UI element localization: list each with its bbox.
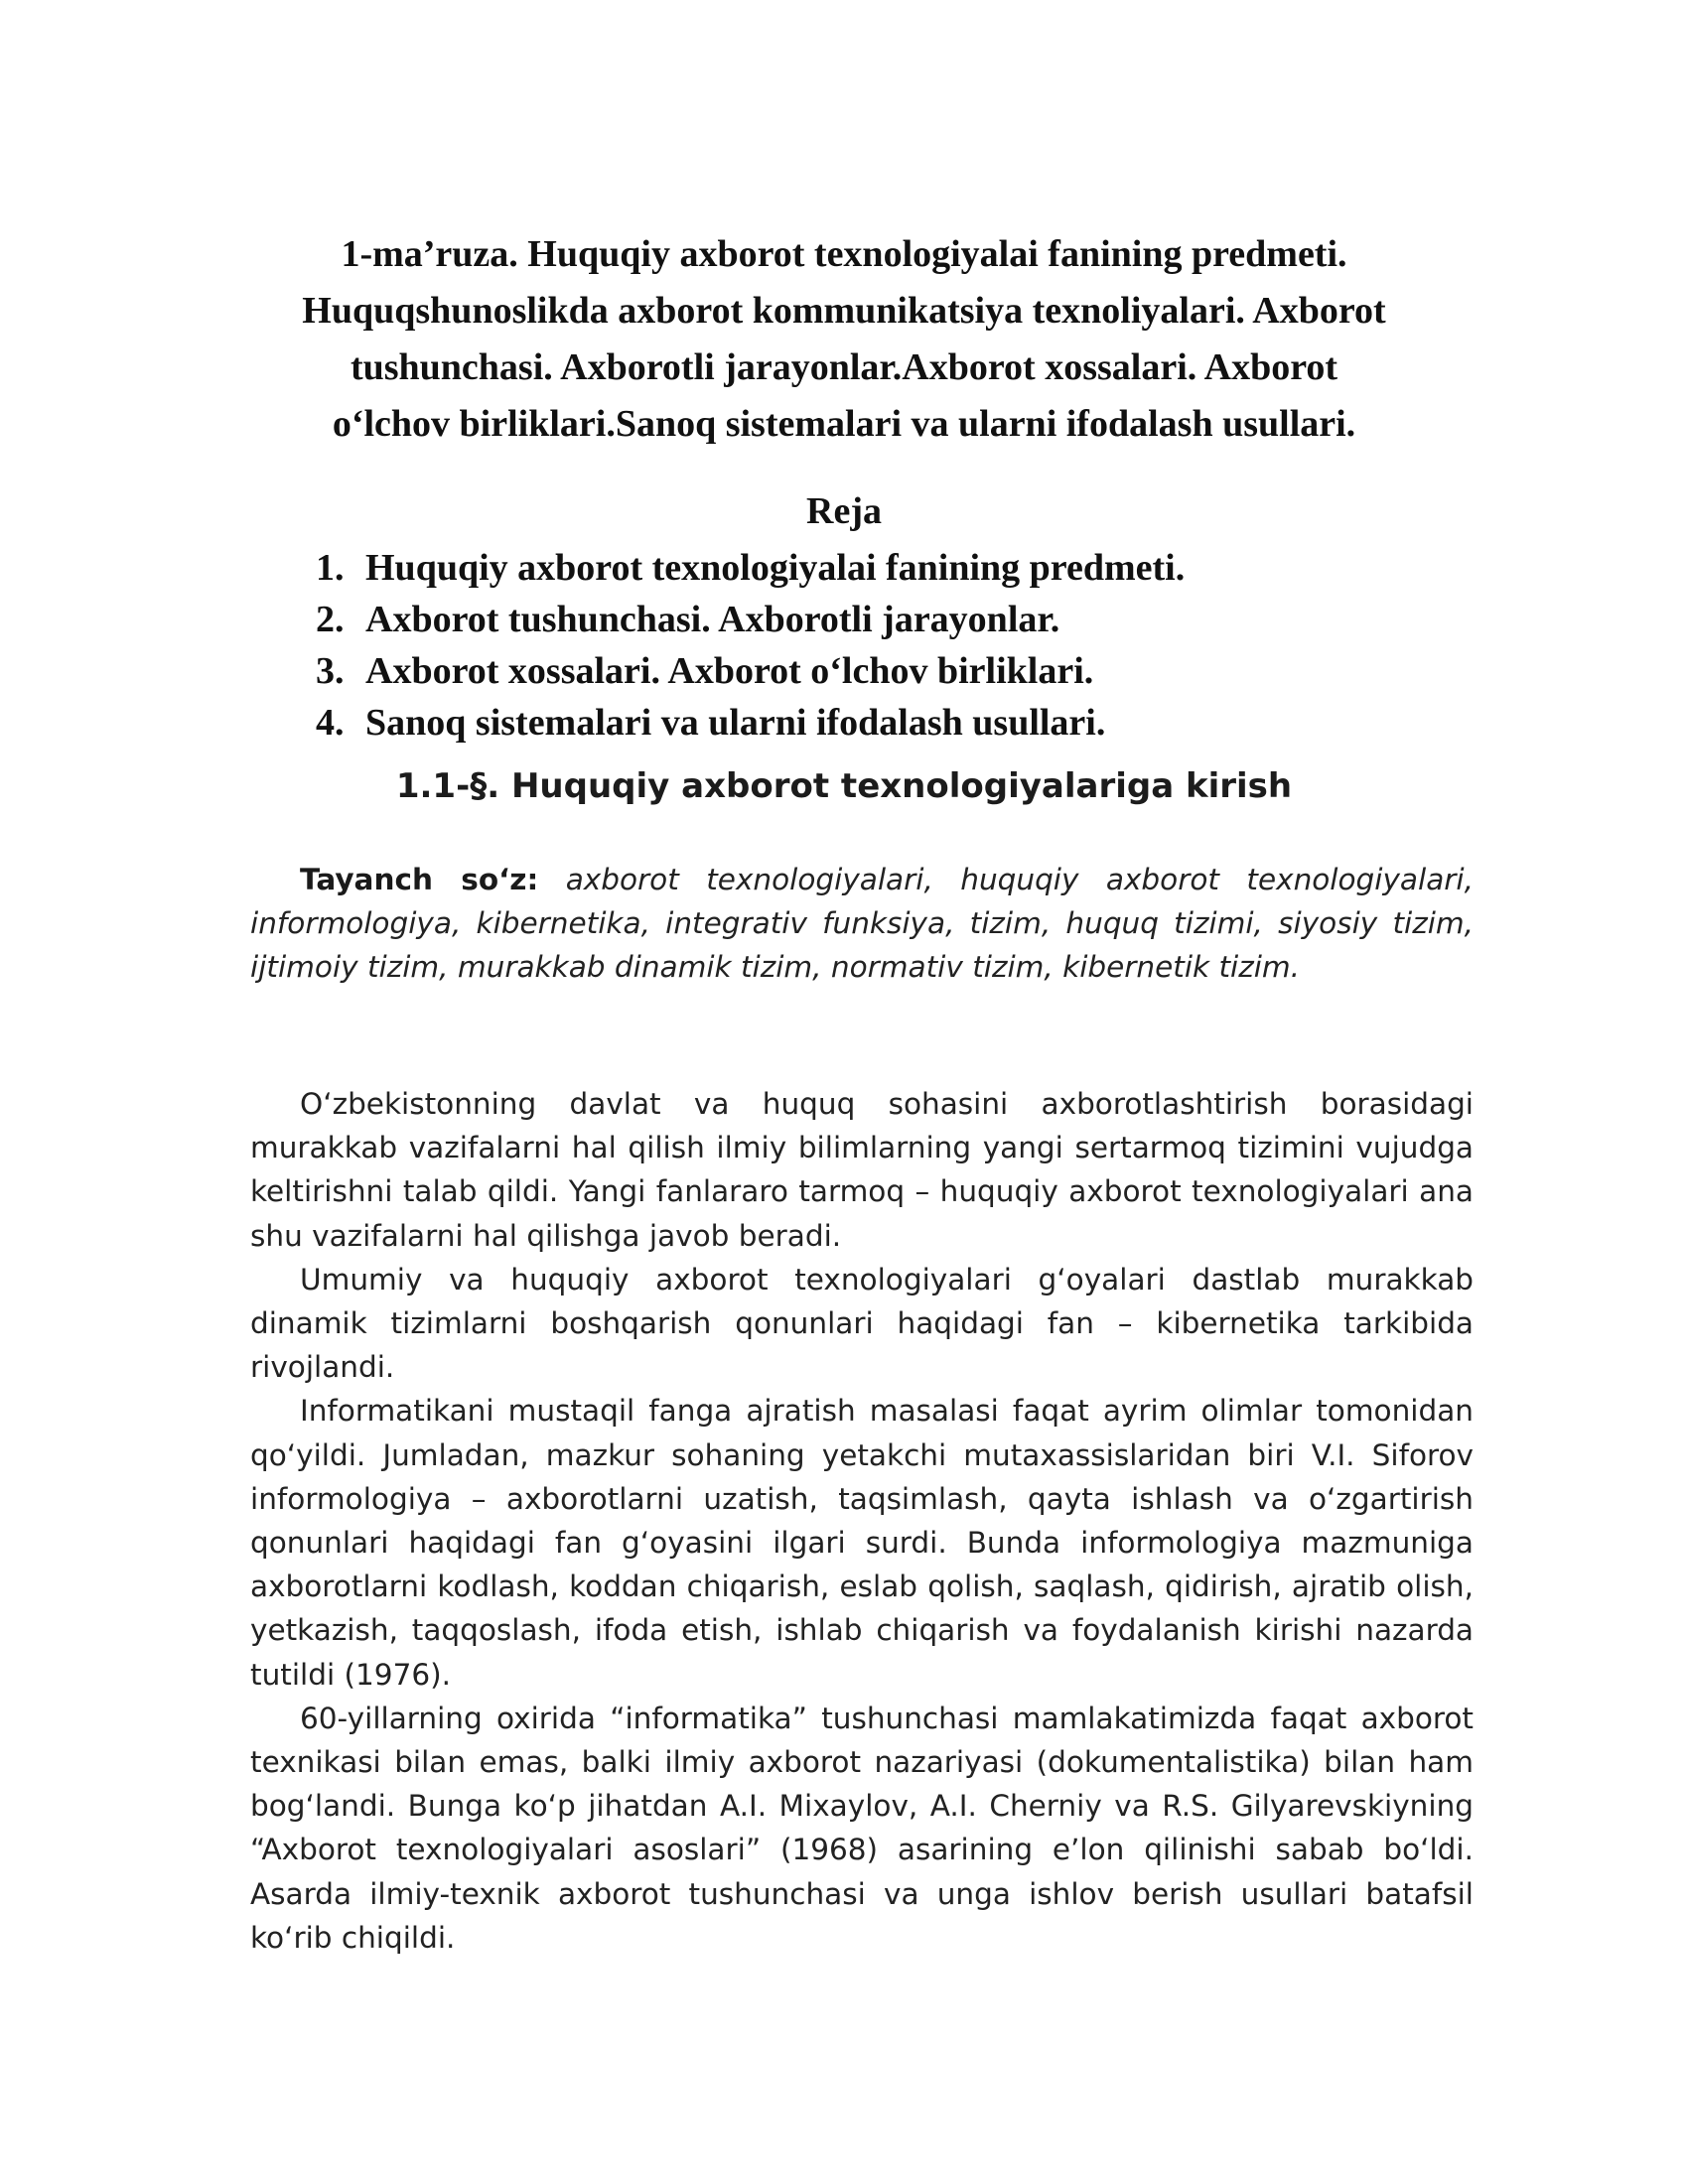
plan-item [316,645,1185,697]
plan-item-text: Sanoq sistemalari va ularni ifodalash usullari. [365,702,1106,744]
section-heading: 1.1-§. Huquqiy axborot texnologiyalariga kirish [395,766,1293,806]
lecture-title [149,226,1539,453]
paragraph: Informatikani mustaqil fanga ajratish masalasi faqat ayrim olimlar tomonidan qo‘yildi. Jumladan, mazkur sohaning yetakchi mutaxassislaridan biri V.I. Siforov informologiya – axborotlarni uzatish, taqsimlash, qayta ishlash va o‘zgartirish qonunlari haqidagi fan g‘oyasini ilgari surdi. Bunda informologiya mazmuniga axborotlarni kodlash, koddan chiqarish, eslab qolish, saqlash, qidirish, ajratib olish, yetkazish, taqqoslash, ifoda etish, ishlab chiqarish va foydalanish kirishi nazarda tutildi (1976). [250,1394,1474,1692]
plan-item [316,697,1185,749]
paragraph: 60-yillarning oxirida “informatika” tushunchasi mamlakatimizda faqat axborot texnikasi bilan emas, balki ilmiy axborot nazariyasi (dokumentalistika) bilan ham bog‘landi. Bunga ko‘p jihatdan A.I. Mixaylov, A.I. Cherniy va R.S. Gilyarevskiyning “Axborot texnologiyalari asoslari” (1968) asarining e’lon qilinishi sabab bo‘ldi. Asarda ilmiy-texnik axborot tushunchasi va unga ishlov berish usullari batafsil ko‘rib chiqildi. [250,1701,1474,1955]
plan-item-number: 3. [316,650,345,692]
plan-item [316,542,1185,594]
title-line: 1-ma’ruza. Huquqiy axborot texnologiyalai fanining predmeti. [341,233,1347,275]
plan-item [316,594,1185,645]
plan-item-number: 2. [316,599,345,640]
keywords-label: Tayanch so‘z: [300,863,539,896]
plan-list [316,542,1185,749]
plan-item-text: Huquqiy axborot texnologiyalai fanining predmeti. [365,547,1186,589]
title-line: tushunchasi. Axborotli jarayonlar.Axborot xossalari. Axborot [350,346,1338,388]
plan-item-number: 4. [316,702,345,744]
title-line: o‘lchov birliklari.Sanoq sistemalari va ularni ifodalash usullari. [332,403,1356,445]
plan-item-text: Axborot tushunchasi. Axborotli jarayonlar. [365,599,1060,640]
plan-item-number: 1. [316,547,345,589]
plan-item-text: Axborot xossalari. Axborot o‘lchov birliklari. [365,650,1094,692]
paragraph: Umumiy va huquqiy axborot texnologiyalari g‘oyalari dastlab murakkab dinamik tizimlarni boshqarish qonunlari haqidagi fan – kibernetika tarkibida rivojlandi. [250,1262,1474,1385]
keywords-block [250,858,1474,989]
paragraph: O‘zbekistonning davlat va huquq sohasini axborotlashtirish borasidagi murakkab vazifalarni hal qilish ilmiy bilimlarning yangi sertarmoq tizimini vujudga keltirishni talab qildi. Yangi fanlararo tarmoq – huquqiy axborot texnologiyalari ana shu vazifalarni hal qilishga javob beradi. [250,1087,1474,1253]
keywords-text: axborot texnologiyalari, huquqiy axborot texnologiyalari, informologiya, kibernetika, integrativ funksiya, tizim, huquq tizimi, siyosiy tizim, ijtimoiy tizim, murakkab dinamik tizim, normativ tizim, kibernetik tizim. [250,863,1474,984]
body-text [250,1082,1474,1960]
plan-heading: Reja [806,490,882,532]
title-line: Huquqshunoslikda axborot kommunikatsiya texnoliyalari. Axborot [302,290,1386,332]
